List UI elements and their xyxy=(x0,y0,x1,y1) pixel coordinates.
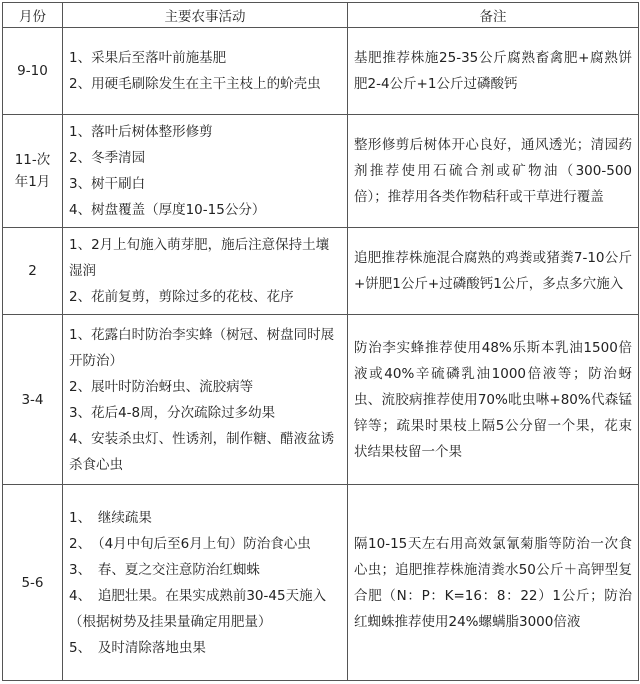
table-header-row xyxy=(3,3,639,28)
activity-item: 4、安装杀虫灯、性诱剂，制作糖、醋液盆诱杀食心虫 xyxy=(69,430,335,473)
activity-item: 1、2月上旬施入萌芽肥，施后注意保持土壤湿润 xyxy=(69,237,330,279)
month-text: 11-次 xyxy=(14,152,51,168)
activity-cell xyxy=(63,485,348,681)
table-row xyxy=(3,228,639,315)
table-row xyxy=(3,115,639,228)
activity-item: 1、落叶后树体整形修剪 xyxy=(69,124,213,140)
month-text: 5-6 xyxy=(21,574,44,591)
activity-item: 5、 及时清除落地虫果 xyxy=(69,639,206,656)
note-cell: 基肥推荐株施25-35公斤腐熟畜禽肥+腐熟饼肥2-4公斤+1公斤过磷酸钙 xyxy=(348,28,639,115)
activity-item: 1、 继续疏果 xyxy=(69,509,152,526)
header-activity: 主要农事活动 xyxy=(63,3,348,28)
note-cell: 追肥推荐株施混合腐熟的鸡粪或猪粪7-10公斤+饼肥1公斤+过磷酸钙1公斤，多点多穴施入 xyxy=(348,228,639,315)
activity-item: 3、 春、夏之交注意防治红蜘蛛 xyxy=(69,561,260,578)
activity-item: 3、花后4-8周，分次疏除过多幼果 xyxy=(69,404,276,421)
header-note: 备注 xyxy=(348,3,639,28)
activity-item: 2、 （4月中旬后至6月上旬）防治食心虫 xyxy=(69,535,311,552)
activity-item: 1、花露白时防治李实蜂（树冠、树盘同时展开防治） xyxy=(69,326,335,369)
activity-item: 1、采果后至落叶前施基肥 xyxy=(69,50,227,66)
month-cell xyxy=(3,28,63,115)
month-cell xyxy=(3,228,63,315)
activity-item: 4、 追肥壮果。在果实成熟前30-45天施入（根据树势及挂果量确定用肥量） xyxy=(69,587,327,630)
month-cell xyxy=(3,115,63,228)
table-row xyxy=(3,485,639,681)
activity-item: 2、展叶时防治蚜虫、流胶病等 xyxy=(69,378,254,395)
farming-calendar-table xyxy=(2,2,639,681)
activity-item: 2、花前复剪，剪除过多的花枝、花序 xyxy=(69,289,294,305)
month-text: 年1月 xyxy=(14,174,51,190)
activity-cell xyxy=(63,28,348,115)
table-row xyxy=(3,315,639,485)
activity-item: 2、冬季清园 xyxy=(69,150,146,166)
month-text: 9-10 xyxy=(17,63,48,79)
month-text: 2 xyxy=(28,263,37,279)
month-text: 3-4 xyxy=(21,391,44,408)
note-cell: 防治李实蜂推荐使用48%乐斯本乳油1500倍液或40%辛硫磷乳油1000倍液等；防治蚜虫、流胶病推荐使用70%吡虫啉+80%代森锰锌等；疏果时果枝上隔5公分留一个果，花束状结果枝留一个果 xyxy=(348,315,639,485)
table-row xyxy=(3,28,639,115)
month-cell xyxy=(3,315,63,485)
note-cell: 隔10-15天左右用高效氯氰菊脂等防治一次食心虫；追肥推荐株施清粪水50公斤＋高钾型复合肥（N：P：K=16：8：22）1公斤；防治红蜘蛛推荐使用24%螺螨脂3000倍液 xyxy=(348,485,639,681)
header-month: 月份 xyxy=(3,3,63,28)
activity-cell xyxy=(63,115,348,228)
activity-item: 3、树干刷白 xyxy=(69,176,146,192)
activity-cell xyxy=(63,315,348,485)
activity-item: 4、树盘覆盖（厚度10-15公分） xyxy=(69,202,266,218)
note-cell: 整形修剪后树体开心良好，通风透光；清园药剂推荐使用石硫合剂或矿物油（300-500倍）；推荐用各类作物秸秆或干草进行覆盖 xyxy=(348,115,639,228)
month-cell xyxy=(3,485,63,681)
activity-item: 2、用硬毛刷除发生在主干主枝上的蚧壳虫 xyxy=(69,76,321,92)
activity-cell xyxy=(63,228,348,315)
